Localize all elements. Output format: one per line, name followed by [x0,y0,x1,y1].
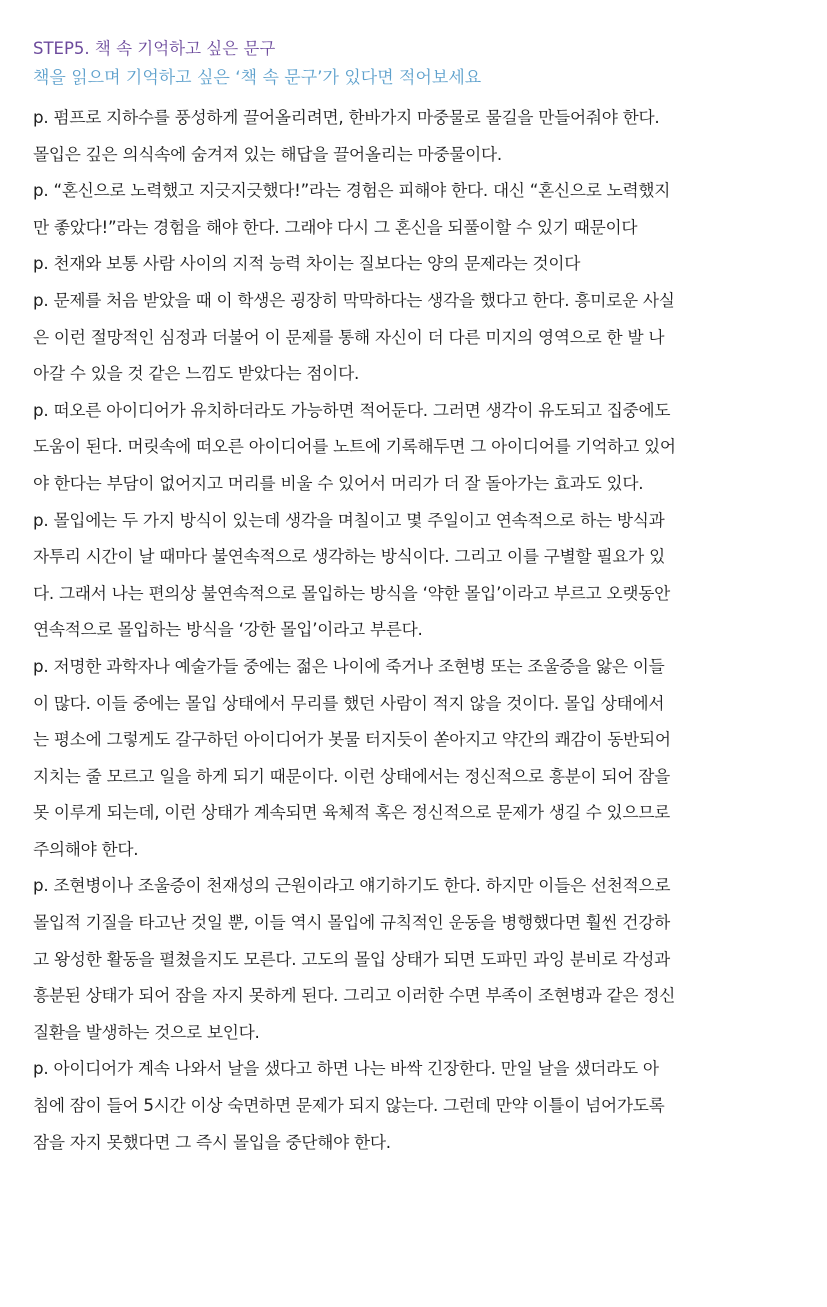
quote-list [33,99,797,1160]
quote-paragraph [33,245,797,282]
step-subtitle: 책을 읽으며 기억하고 싶은 ‘책 속 문구’가 있다면 적어보세요 [33,68,482,88]
quote-line: p. 조현병이나 조울증이 천재성의 근원이라고 얘기하기도 한다. 하지만 이들은 선천적으로 [33,875,671,896]
quote-paragraph [33,99,797,172]
quote-line: 만 좋았다!”라는 경험을 해야 한다. 그래야 다시 그 혼신을 되풀이할 수 있기 때문이다 [33,216,638,237]
quote-line: p. 문제를 처음 받았을 때 이 학생은 굉장히 막막하다는 생각을 했다고 한다. 흥미로운 사실 [33,289,675,310]
quote-paragraph [33,648,797,868]
quote-line: p. 펌프로 지하수를 풍성하게 끌어올리려면, 한바가지 마중물로 물길을 만들어줘야 한다. [33,107,660,127]
quote-paragraph [33,502,797,648]
quote-line: p. “혼신으로 노력했고 지긋지긋했다!”라는 경험은 피해야 한다. 대신 “혼신으로 노력했지 [33,180,671,201]
quote-line: 잠을 자지 못했다면 그 즉시 몰입을 중단해야 한다. [33,1131,391,1152]
quote-line: 주의해야 한다. [33,838,139,859]
step-title: STEP5. 책 속 기억하고 싶은 문구 [33,39,276,58]
quote-paragraph [33,282,797,392]
quote-line: p. 떠오른 아이디어가 유치하더라도 가능하면 적어둔다. 그러면 생각이 유도되고 집중에도 [33,399,671,420]
quote-paragraph [33,1050,797,1160]
quote-paragraph [33,172,797,245]
quote-line: 지치는 줄 모르고 일을 하게 되기 때문이다. 이런 상태에서는 정신적으로 흥분이 되어 잠을 [33,765,671,786]
quote-line: p. 저명한 과학자나 예술가들 중에는 젊은 나이에 죽거나 조현병 또는 조울증을 앓은 이들 [33,655,665,676]
quote-line: 질환을 발생하는 것으로 보인다. [33,1021,260,1042]
quote-line: p. 천재와 보통 사람 사이의 지적 능력 차이는 질보다는 양의 문제라는 것이다 [33,253,581,274]
quote-line: 못 이루게 되는데, 이런 상태가 계속되면 육체적 혹은 정신적으로 문제가 생길 수 있으므로 [33,802,671,823]
quote-line: 은 이런 절망적인 심정과 더불어 이 문제를 통해 자신이 더 다른 미지의 영역으로 한 발 나 [33,326,665,347]
quote-line: 고 왕성한 활동을 펼쳤을지도 모른다. 고도의 몰입 상태가 되면 도파민 과잉 분비로 각성과 [33,948,671,969]
quote-line: 연속적으로 몰입하는 방식을 ‘강한 몰입’이라고 부른다. [33,619,423,640]
quote-line: 아갈 수 있을 것 같은 느낌도 받았다는 점이다. [33,363,360,384]
quote-line: 몰입적 기질을 타고난 것일 뿐, 이들 역시 몰입에 규칙적인 운동을 병행했다면 훨씬 건강하 [33,912,671,933]
quote-line: 다. 그래서 나는 편의상 불연속적으로 몰입하는 방식을 ‘약한 몰입’이라고 부르고 오랫동안 [33,582,671,603]
quote-line: p. 아이디어가 계속 나와서 날을 샜다고 하면 나는 바싹 긴장한다. 만일 날을 샜더라도 아 [33,1058,659,1079]
quote-line: 야 한다는 부담이 없어지고 머리를 비울 수 있어서 머리가 더 잘 돌아가는 효과도 있다. [33,472,644,493]
quote-line: 이 많다. 이들 중에는 몰입 상태에서 무리를 했던 사람이 적지 않을 것이다. 몰입 상태에서 [33,692,665,713]
quote-line: 는 평소에 그렇게도 갈구하던 아이디어가 봇물 터지듯이 쏟아지고 약간의 쾌감이 동반되어 [33,729,671,750]
quote-paragraph [33,867,797,1050]
quote-paragraph [33,392,797,502]
quote-line: 몰입은 깊은 의식속에 숨겨져 있는 해답을 끌어올리는 마중물이다. [33,143,502,164]
quote-line: 흥분된 상태가 되어 잠을 자지 못하게 된다. 그리고 이러한 수면 부족이 조현병과 같은 정신 [33,985,676,1006]
quote-line: p. 몰입에는 두 가지 방식이 있는데 생각을 며칠이고 몇 주일이고 연속적으로 하는 방식과 [33,509,665,530]
quote-line: 자투리 시간이 날 때마다 불연속적으로 생각하는 방식이다. 그리고 이를 구별할 필요가 있 [33,546,665,567]
quote-line: 침에 잠이 들어 5시간 이상 숙면하면 문제가 되지 않는다. 그런데 만약 이틀이 넘어가도록 [33,1095,665,1116]
quote-line: 도움이 된다. 머릿속에 떠오른 아이디어를 노트에 기록해두면 그 아이디어를 기억하고 있어 [33,436,676,457]
